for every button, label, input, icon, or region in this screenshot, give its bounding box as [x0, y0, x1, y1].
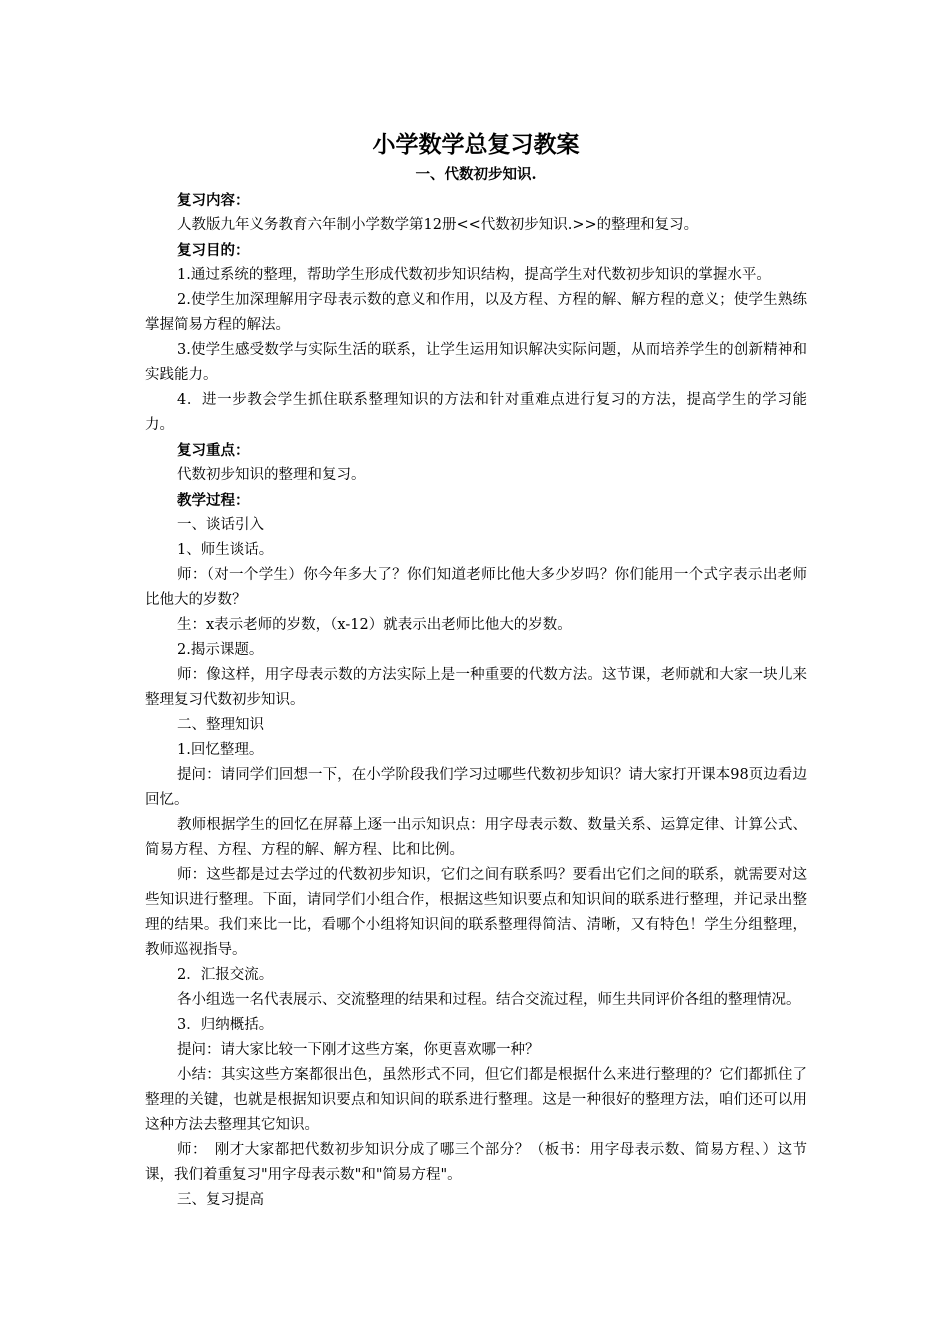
paragraph: 人教版九年义务教育六年制小学数学第12册<<代数初步知识.>>的整理和复习。 — [177, 217, 699, 233]
paragraph: 提问：请大家比较一下刚才这些方案，你更喜欢哪一种？ — [177, 1042, 540, 1058]
paragraph: 师：（对一个学生）你今年多大了？你们知道老师比他大多少岁吗？你们能用一个式字表示出老师比他大的岁数？ — [145, 567, 807, 608]
paragraph: 师：这些都是过去学过的代数初步知识，它们之间有联系吗？要看出它们之间的联系，就需要对这些知识进行整理。下面，请同学们小组合作，根据这些知识要点和知识间的联系进行整理，并记录出整理的结果。我们来比一比，看哪个小组将知识间的联系整理得简洁、清晰，又有特色！学生分组整理，教师巡视指导。 — [145, 867, 807, 958]
document-subtitle: 一、代数初步知识. — [415, 166, 537, 183]
paragraph: 1.通过系统的整理，帮助学生形成代数初步知识结构，提高学生对代数初步知识的掌握水平。 — [177, 267, 771, 283]
paragraph: 教师根据学生的回忆在屏幕上逐一出示知识点：用字母表示数、数量关系、运算定律、计算公式、简易方程、方程、方程的解、解方程、比和比例。 — [145, 817, 807, 858]
paragraph: 三、复习提高 — [177, 1192, 264, 1208]
paragraph: 2.揭示课题。 — [177, 642, 264, 658]
paragraph: 小结：其实这些方案都很出色，虽然形式不同，但它们都是根据什么来进行整理的？它们都抓住了整理的关键，也就是根据知识要点和知识间的联系进行整理。这是一种很好的整理方法，咱们还可以用这种方法去整理其它知识。 — [145, 1067, 807, 1133]
paragraph: 生：x表示老师的岁数，（x-12）就表示出老师比他大的岁数。 — [177, 617, 572, 633]
paragraph: 师：像这样，用字母表示数的方法实际上是一种重要的代数方法。这节课，老师就和大家一块儿来整理复习代数初步知识。 — [145, 667, 807, 708]
paragraph: 1、师生谈话。 — [177, 542, 274, 558]
paragraph: 4．进一步教会学生抓住联系整理知识的方法和针对重难点进行复习的方法，提高学生的学习能力。 — [145, 392, 807, 433]
paragraph: 各小组选一名代表展示、交流整理的结果和过程。结合交流过程，师生共同评价各组的整理情况。 — [177, 992, 801, 1008]
paragraph: 3.使学生感受数学与实际生活的联系，让学生运用知识解决实际问题，从而培养学生的创新精神和实践能力。 — [145, 342, 807, 383]
paragraph: 提问：请同学们回想一下，在小学阶段我们学习过哪些代数初步知识？请大家打开课本98页边看边回忆。 — [145, 767, 807, 808]
paragraph: 2.使学生加深理解用字母表示数的意义和作用，以及方程、方程的解、解方程的意义；使学生熟练掌握简易方程的解法。 — [145, 292, 807, 333]
paragraph: 3．归纳概括。 — [177, 1017, 274, 1033]
document-page — [145, 128, 807, 1213]
section-heading: 复习重点： — [177, 442, 250, 459]
document-title: 小学数学总复习教案 — [372, 131, 580, 158]
paragraph: 代数初步知识的整理和复习。 — [177, 467, 366, 483]
document-body — [145, 188, 807, 1213]
paragraph: 2．汇报交流。 — [177, 967, 274, 983]
section-heading: 复习内容： — [177, 192, 250, 209]
section-heading: 教学过程： — [177, 492, 250, 509]
section-heading: 复习目的： — [177, 242, 250, 259]
paragraph: 一、谈话引入 — [177, 517, 264, 533]
paragraph: 二、整理知识 — [177, 717, 264, 733]
paragraph: 1.回忆整理。 — [177, 742, 264, 758]
paragraph: 师： 刚才大家都把代数初步知识分成了哪三个部分？（板书：用字母表示数、简易方程、）这节课，我们着重复习"用字母表示数"和"简易方程"。 — [145, 1142, 807, 1183]
